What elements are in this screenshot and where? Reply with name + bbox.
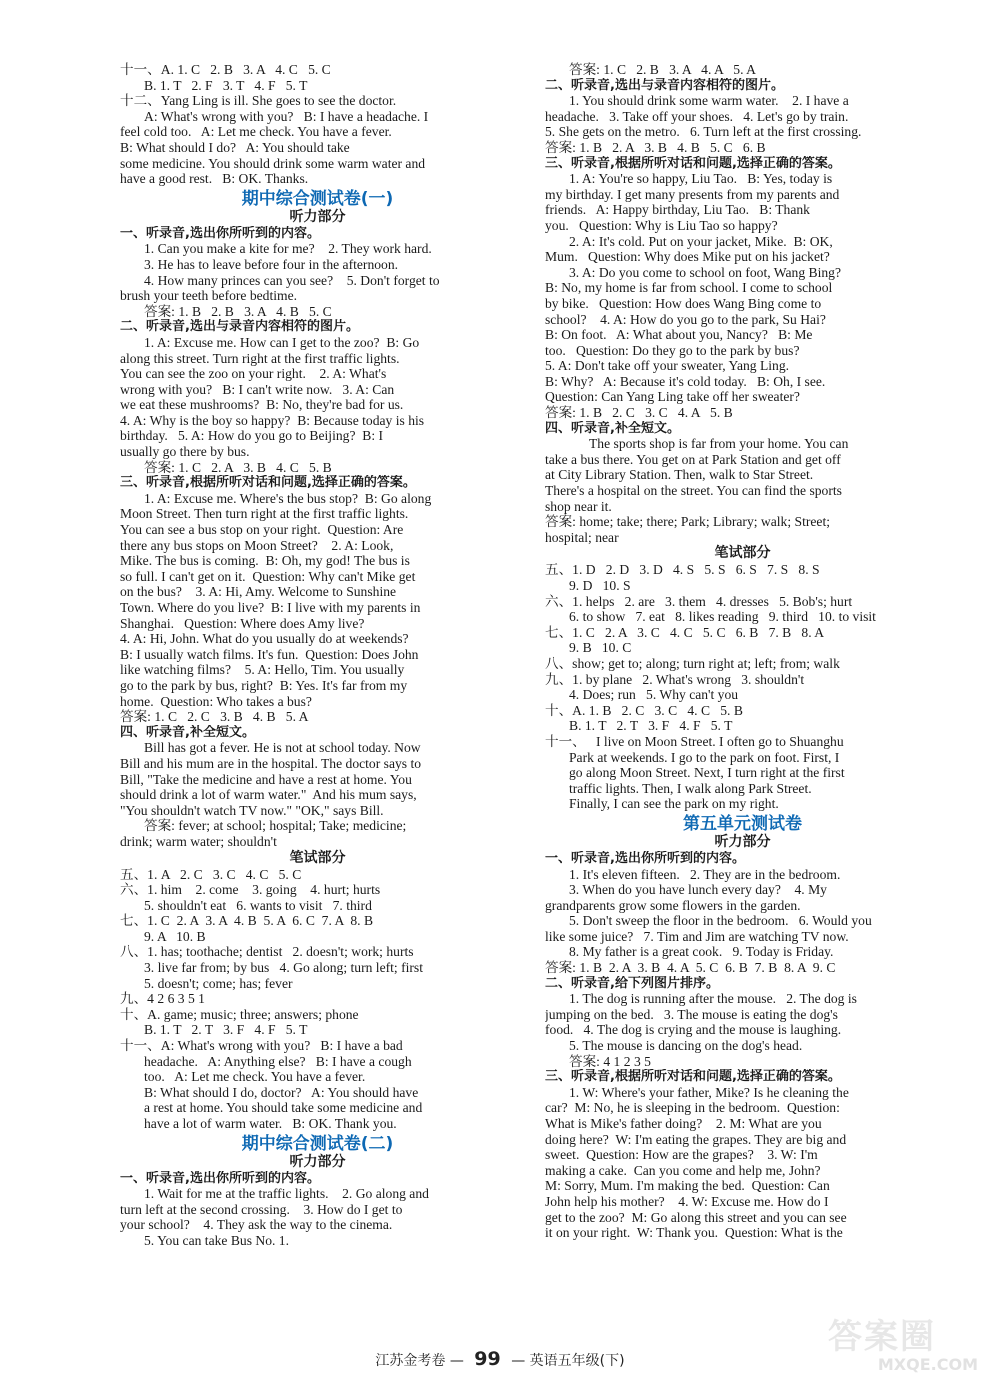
answer-line: B: On foot. A: What about you, Nancy? B: Me	[545, 327, 813, 343]
answer-line: school? 4. A: How do you go to the park, Su Hai?	[545, 311, 826, 327]
answer-line: hospital; near	[545, 529, 619, 545]
answer-line: 4. A: Hi, John. What do you usually do at weekends?	[120, 631, 409, 647]
answer-line: 七、1. C 2. A 3. A 4. B 5. A 6. C 7. A 8. B	[120, 913, 374, 929]
answer-line: we eat these mushrooms? B: No, they're bad for us.	[120, 397, 404, 413]
answer-line: traffic lights. Then, I walk along Park Street.	[569, 780, 812, 796]
watermark-logo	[828, 1318, 978, 1380]
answer-line: 1. A: Excuse me. Where's the bus stop? B: Go along	[144, 490, 432, 506]
answer-line: drink; warm water; shouldn't	[120, 833, 277, 849]
answer-line: wrong with you? B: I can't write now. 3. A: Can	[120, 381, 395, 397]
answer-line: 九、4 2 6 3 5 1	[120, 991, 205, 1007]
question-header: 三、听录音,根据所听对话和问题,选择正确的答案。	[545, 1069, 841, 1085]
question-header: 一、听录音,选出你所听到的内容。	[545, 850, 745, 866]
answer-line: B. 1. T 2. T 3. F 4. F 5. T	[144, 1022, 308, 1038]
answer-line: 5. doesn't; come; has; fever	[144, 975, 293, 991]
answer-line: 9. A 10. B	[144, 928, 206, 944]
answer-line: 答案: fever; at school; hospital; Take; medicine;	[144, 818, 407, 834]
answer-line: at City Library Station. Then, walk to Star Street.	[545, 467, 814, 483]
question-header: 二、听录音,选出与录音内容相符的图片。	[545, 77, 784, 93]
answer-line: should drink a lot of warm water." And his mum says,	[120, 787, 417, 803]
question-header: 一、听录音,选出你所听到的内容。	[120, 225, 320, 241]
watermark-brand: 答案圈	[828, 1317, 936, 1357]
answer-line: 六、1. helps 2. are 3. them 4. dresses 5. Bob's; hurt	[545, 593, 853, 609]
answer-line: 十一、 I live on Moon Street. I often go to Shuanghu	[545, 733, 844, 749]
answer-line: 3. When do you have lunch every day? 4. My	[569, 882, 827, 898]
answer-line: too. Question: Do they go to the park by bus?	[545, 342, 800, 358]
subsection-title: 听力部分	[714, 833, 771, 850]
answer-line: car? M: No, he is sleeping in the bedroom. Question:	[545, 1100, 840, 1116]
answer-line: Mike. The bus is coming. B: Oh, my god! The bus is	[120, 553, 410, 569]
answer-line: John help his mother? 4. W: Excuse me. How do I	[545, 1193, 829, 1209]
answer-line: brush your teeth before bedtime.	[120, 288, 298, 304]
answer-line: Bill has got a fever. He is not at school today. Now	[144, 740, 421, 756]
answer-line: 5. She gets on the metro. 6. Turn left at the first crossing.	[545, 124, 862, 140]
answer-line: 2. A: It's cold. Put on your jacket, Mike. B: OK,	[569, 233, 833, 249]
footer-dash-right: —	[511, 1353, 526, 1369]
answer-line: by bike. Question: How does Wang Bing come to	[545, 295, 822, 311]
subsection-title: 听力部分	[289, 1153, 346, 1170]
answer-line: "You shouldn't watch TV now." "OK," says Bill.	[120, 802, 384, 818]
answer-line: have a lot of warm water. B: OK. Thank you.	[144, 1116, 397, 1131]
answer-line: 5. shouldn't eat 6. wants to visit 7. third	[144, 897, 372, 913]
answer-line: 十、A. game; music; three; answers; phone	[120, 1006, 359, 1022]
section-title: 第五单元测试卷	[683, 813, 802, 834]
answer-line: 答案: 1. B 2. B 3. A 4. B 5. C	[144, 303, 332, 319]
question-header: 二、听录音,选出与录音内容相符的图片。	[120, 319, 359, 335]
answer-line: 1. W: Where's your father, Mike? Is he cleaning the	[569, 1084, 849, 1100]
answer-line: Moon Street. Then turn right at the first traffic lights.	[120, 506, 409, 522]
answer-line: 5. A: Don't take off your sweater, Yang Ling.	[545, 358, 790, 374]
answer-line: 9. D 10. S	[569, 578, 631, 593]
answer-line: turn left at the second crossing. 3. How do I get to	[120, 1201, 403, 1217]
answer-line: 十一、A. 1. C 2. B 3. A 4. C 5. C	[120, 62, 331, 77]
answer-line: A: What's wrong with you? B: I have a headache. I	[144, 108, 429, 124]
answer-line: 1. The dog is running after the mouse. 2. The dog is	[569, 991, 857, 1007]
answer-line: B. 1. T 2. T 3. F 4. F 5. T	[569, 718, 733, 734]
answer-line: B. 1. T 2. F 3. T 4. F 5. T	[144, 77, 308, 93]
answer-line: food. 4. The dog is crying and the mouse is laughing.	[545, 1022, 842, 1038]
answer-line: 九、1. by plane 2. What's wrong 3. shouldn't	[545, 671, 805, 687]
answer-line: like watching films? 5. A: Hello, Tim. You usually	[120, 662, 405, 678]
subsection-title: 笔试部分	[714, 545, 771, 562]
answer-line: 答案: 1. C 2. A 3. B 4. C 5. B	[144, 459, 332, 475]
answer-line: 答案: home; take; there; Park; Library; walk; Street;	[545, 514, 831, 530]
watermark-url: MXQE.COM	[877, 1355, 978, 1374]
question-header: 四、听录音,补全短文。	[120, 724, 255, 740]
answer-line: There's a hospital on the street. You can find the sports	[545, 483, 842, 499]
answer-line: 答案: 4 1 2 3 5	[569, 1053, 651, 1069]
left-column	[120, 62, 515, 1249]
answer-line: B: No, my home is far from school. I come to school	[545, 280, 833, 296]
answer-line: jumping on the bed. 3. The mouse is eating the dog's	[545, 1006, 838, 1022]
answer-line: Question: Can Yang Ling take off her sweater?	[545, 389, 800, 405]
section-title: 期中综合测试卷(一)	[241, 188, 394, 209]
answer-line: headache. 3. Take off your shoes. 4. Let's go by train.	[545, 108, 849, 124]
answer-line: 3. A: Do you come to school on foot, Wang Bing?	[569, 264, 842, 280]
answer-line: making a cake. Can you come and help me, John?	[545, 1162, 821, 1178]
answer-line: 十、A. 1. B 2. C 3. C 4. C 5. B	[545, 702, 743, 718]
answer-line: 1. Wait for me at the traffic lights. 2. Go along and	[144, 1186, 429, 1202]
answer-line: like some juice? 7. Tim and Jim are watching TV now.	[545, 928, 849, 944]
answer-line: it on your right. W: Thank you. Question: What is the	[545, 1225, 843, 1241]
answer-line: 答案: 1. B 2. A 3. B 4. A 5. C 6. B 7. B 8. A 9. C	[545, 960, 836, 976]
answer-line: 8. My father is a great cook. 9. Today is Friday.	[569, 944, 834, 960]
answer-line: 5. The mouse is dancing on the dog's head.	[569, 1038, 803, 1054]
answer-line: B: What should I do? A: You should take	[120, 139, 350, 155]
answer-line: Bill, "Take the medicine and have a rest at home. You	[120, 771, 412, 787]
answer-line: go along Moon Street. Next, I turn right at the first	[569, 765, 845, 781]
question-header: 一、听录音,选出你所听到的内容。	[120, 1170, 320, 1186]
answer-line: your school? 4. They ask the way to the cinema.	[120, 1217, 393, 1233]
answer-line: 七、1. C 2. A 3. C 4. C 5. C 6. B 7. B 8. A	[545, 624, 825, 640]
answer-line: 八、show; get to; along; turn right at; left; from; walk	[545, 655, 840, 671]
answer-line: What is Mike's father doing? 2. M: What are you	[545, 1116, 822, 1131]
answer-line: headache. A: Anything else? B: I have a cough	[144, 1053, 412, 1069]
answer-line: sweet. Question: How are the grapes? 3. W: I'm	[545, 1147, 818, 1163]
answer-line: have a good rest. B: OK. Thanks.	[120, 171, 309, 187]
answer-line: 1. You should drink some warm water. 2. I have a	[569, 93, 849, 109]
answer-line: 6. to show 7. eat 8. likes reading 9. third 10. to visit	[569, 609, 876, 625]
answer-line: Park at weekends. I go to the park on foot. First, I	[569, 749, 840, 765]
answer-line: 3. live far from; by bus 4. Go along; turn left; first	[144, 960, 423, 976]
answer-line: 八、1. has; toothache; dentist 2. doesn't; work; hurts	[120, 944, 414, 960]
answer-line: 1. It's eleven fifteen. 2. They are in the bedroom.	[569, 866, 841, 882]
question-header: 四、听录音,补全短文。	[545, 420, 680, 436]
answer-line: Shanghai. Question: Where does Amy live?	[120, 615, 365, 631]
answer-line: birthday. 5. A: How do you go to Beijing? B: I	[120, 428, 384, 444]
question-header: 二、听录音,给下列图片排序。	[545, 975, 719, 991]
answer-line: 十二、Yang Ling is ill. She goes to see the doctor.	[120, 93, 397, 109]
answer-line: 4. Does; run 5. Why can't you	[569, 687, 739, 703]
answer-line: 答案: 1. B 2. C 3. C 4. A 5. B	[545, 405, 733, 421]
answer-line: home. Question: Who takes a bus?	[120, 693, 312, 709]
answer-line: 1. Can you make a kite for me? 2. They work hard.	[144, 241, 432, 257]
footer-subject: 英语五年级(下)	[529, 1353, 625, 1369]
answer-line: 答案: 1. B 2. A 3. B 4. B 5. C 6. B	[545, 139, 766, 155]
answer-line: go to the park by bus, right? B: Yes. It's far from my	[120, 677, 408, 693]
answer-line: Bill and his mum are in the hospital. The doctor says to	[120, 755, 422, 771]
answer-line: 4. A: Why is the boy so happy? B: Because today is his	[120, 412, 425, 428]
answer-line: 1. A: You're so happy, Liu Tao. B: Yes, today is	[569, 171, 833, 187]
answer-line: a rest at home. You should take some medicine and	[144, 1100, 423, 1116]
answer-line: 3. He has to leave before four in the afternoon.	[144, 256, 399, 272]
answer-line: 十一、A: What's wrong with you? B: I have a bad	[120, 1038, 403, 1054]
right-column	[545, 62, 940, 1241]
answer-line: B: I usually watch films. It's fun. Question: Does John	[120, 646, 419, 662]
answer-line: B: Why? A: Because it's cold today. B: Oh, I see.	[545, 373, 826, 389]
answer-line: 1. A: Excuse me. How can I get to the zoo? B: Go	[144, 334, 420, 350]
answer-line: 答案: 1. C 2. B 3. A 4. A 5. A	[569, 62, 756, 77]
answer-line: so full. I can't get on it. Question: Why can't Mike get	[120, 568, 416, 584]
subsection-title: 笔试部分	[289, 849, 346, 866]
section-title: 期中综合测试卷(二)	[241, 1133, 394, 1154]
answer-line: 六、1. him 2. come 3. going 4. hurt; hurts	[120, 882, 381, 898]
answer-line: grandparents grow some flowers in the garden.	[545, 897, 801, 913]
answer-line: 五、1. A 2. C 3. C 4. C 5. C	[120, 866, 302, 882]
question-header: 三、听录音,根据所听对话和问题,选择正确的答案。	[545, 155, 841, 171]
answer-line: Mum. Question: Why does Mike put on his jacket?	[545, 249, 830, 265]
answer-line: You can see the zoo on your right. 2. A: What's	[120, 366, 387, 382]
answer-line: Finally, I can see the park on my right.	[569, 796, 779, 812]
answer-line: 答案: 1. C 2. C 3. B 4. B 5. A	[120, 709, 309, 725]
answer-line: get to the zoo? M: Go along this street and you can see	[545, 1209, 847, 1225]
answer-line: shop near it.	[545, 498, 612, 514]
answer-line: M: Sorry, Mum. I'm making the bed. Question: Can	[545, 1178, 830, 1194]
subsection-title: 听力部分	[289, 208, 346, 225]
answer-line: too. A: Let me check. You have a fever.	[144, 1069, 366, 1085]
answer-line: friends. A: Happy birthday, Liu Tao. B: Thank	[545, 202, 810, 218]
answer-line: B: What should I do, doctor? A: You should have	[144, 1084, 419, 1100]
page-number: 99	[474, 1348, 501, 1370]
answer-line: feel cold too. A: Let me check. You have a fever.	[120, 124, 392, 140]
answer-line: doing here? W: I'm eating the grapes. They are big and	[545, 1131, 847, 1147]
answer-line: You can see a bus stop on your right. Question: Are	[120, 522, 404, 538]
answer-line: there any bus stops on Moon Street? 2. A: Look,	[120, 537, 394, 553]
answer-line: along this street. Turn right at the first traffic lights.	[120, 350, 400, 366]
answer-line: usually go there by bus.	[120, 444, 250, 460]
answer-line: 4. How many princes can you see? 5. Don't forget to	[144, 272, 440, 288]
footer-publisher: 江苏金考卷	[375, 1353, 446, 1369]
answer-line: 五、1. D 2. D 3. D 4. S 5. S 6. S 7. S 8. S	[545, 562, 820, 578]
question-header: 三、听录音,根据所听对话和问题,选择正确的答案。	[120, 475, 416, 491]
answer-line: The sports shop is far from your home. You can	[589, 436, 849, 452]
answer-line: some medicine. You should drink some warm water and	[120, 155, 426, 171]
footer-dash-left: —	[449, 1353, 464, 1369]
answer-line: on the bus? 3. A: Hi, Amy. Welcome to Sunshine	[120, 584, 397, 600]
answer-line: take a bus there. You get on at Park Station and get off	[545, 451, 841, 467]
answer-line: 9. B 10. C	[569, 640, 632, 656]
answer-line: my birthday. I get many presents from my parents and	[545, 186, 840, 202]
answer-line: you. Question: Why is Liu Tao so happy?	[545, 217, 778, 233]
answer-line: 5. Don't sweep the floor in the bedroom. 6. Would you	[569, 913, 872, 929]
answer-line: 5. You can take Bus No. 1.	[144, 1232, 289, 1248]
answer-line: Town. Where do you live? B: I live with my parents in	[120, 600, 421, 615]
